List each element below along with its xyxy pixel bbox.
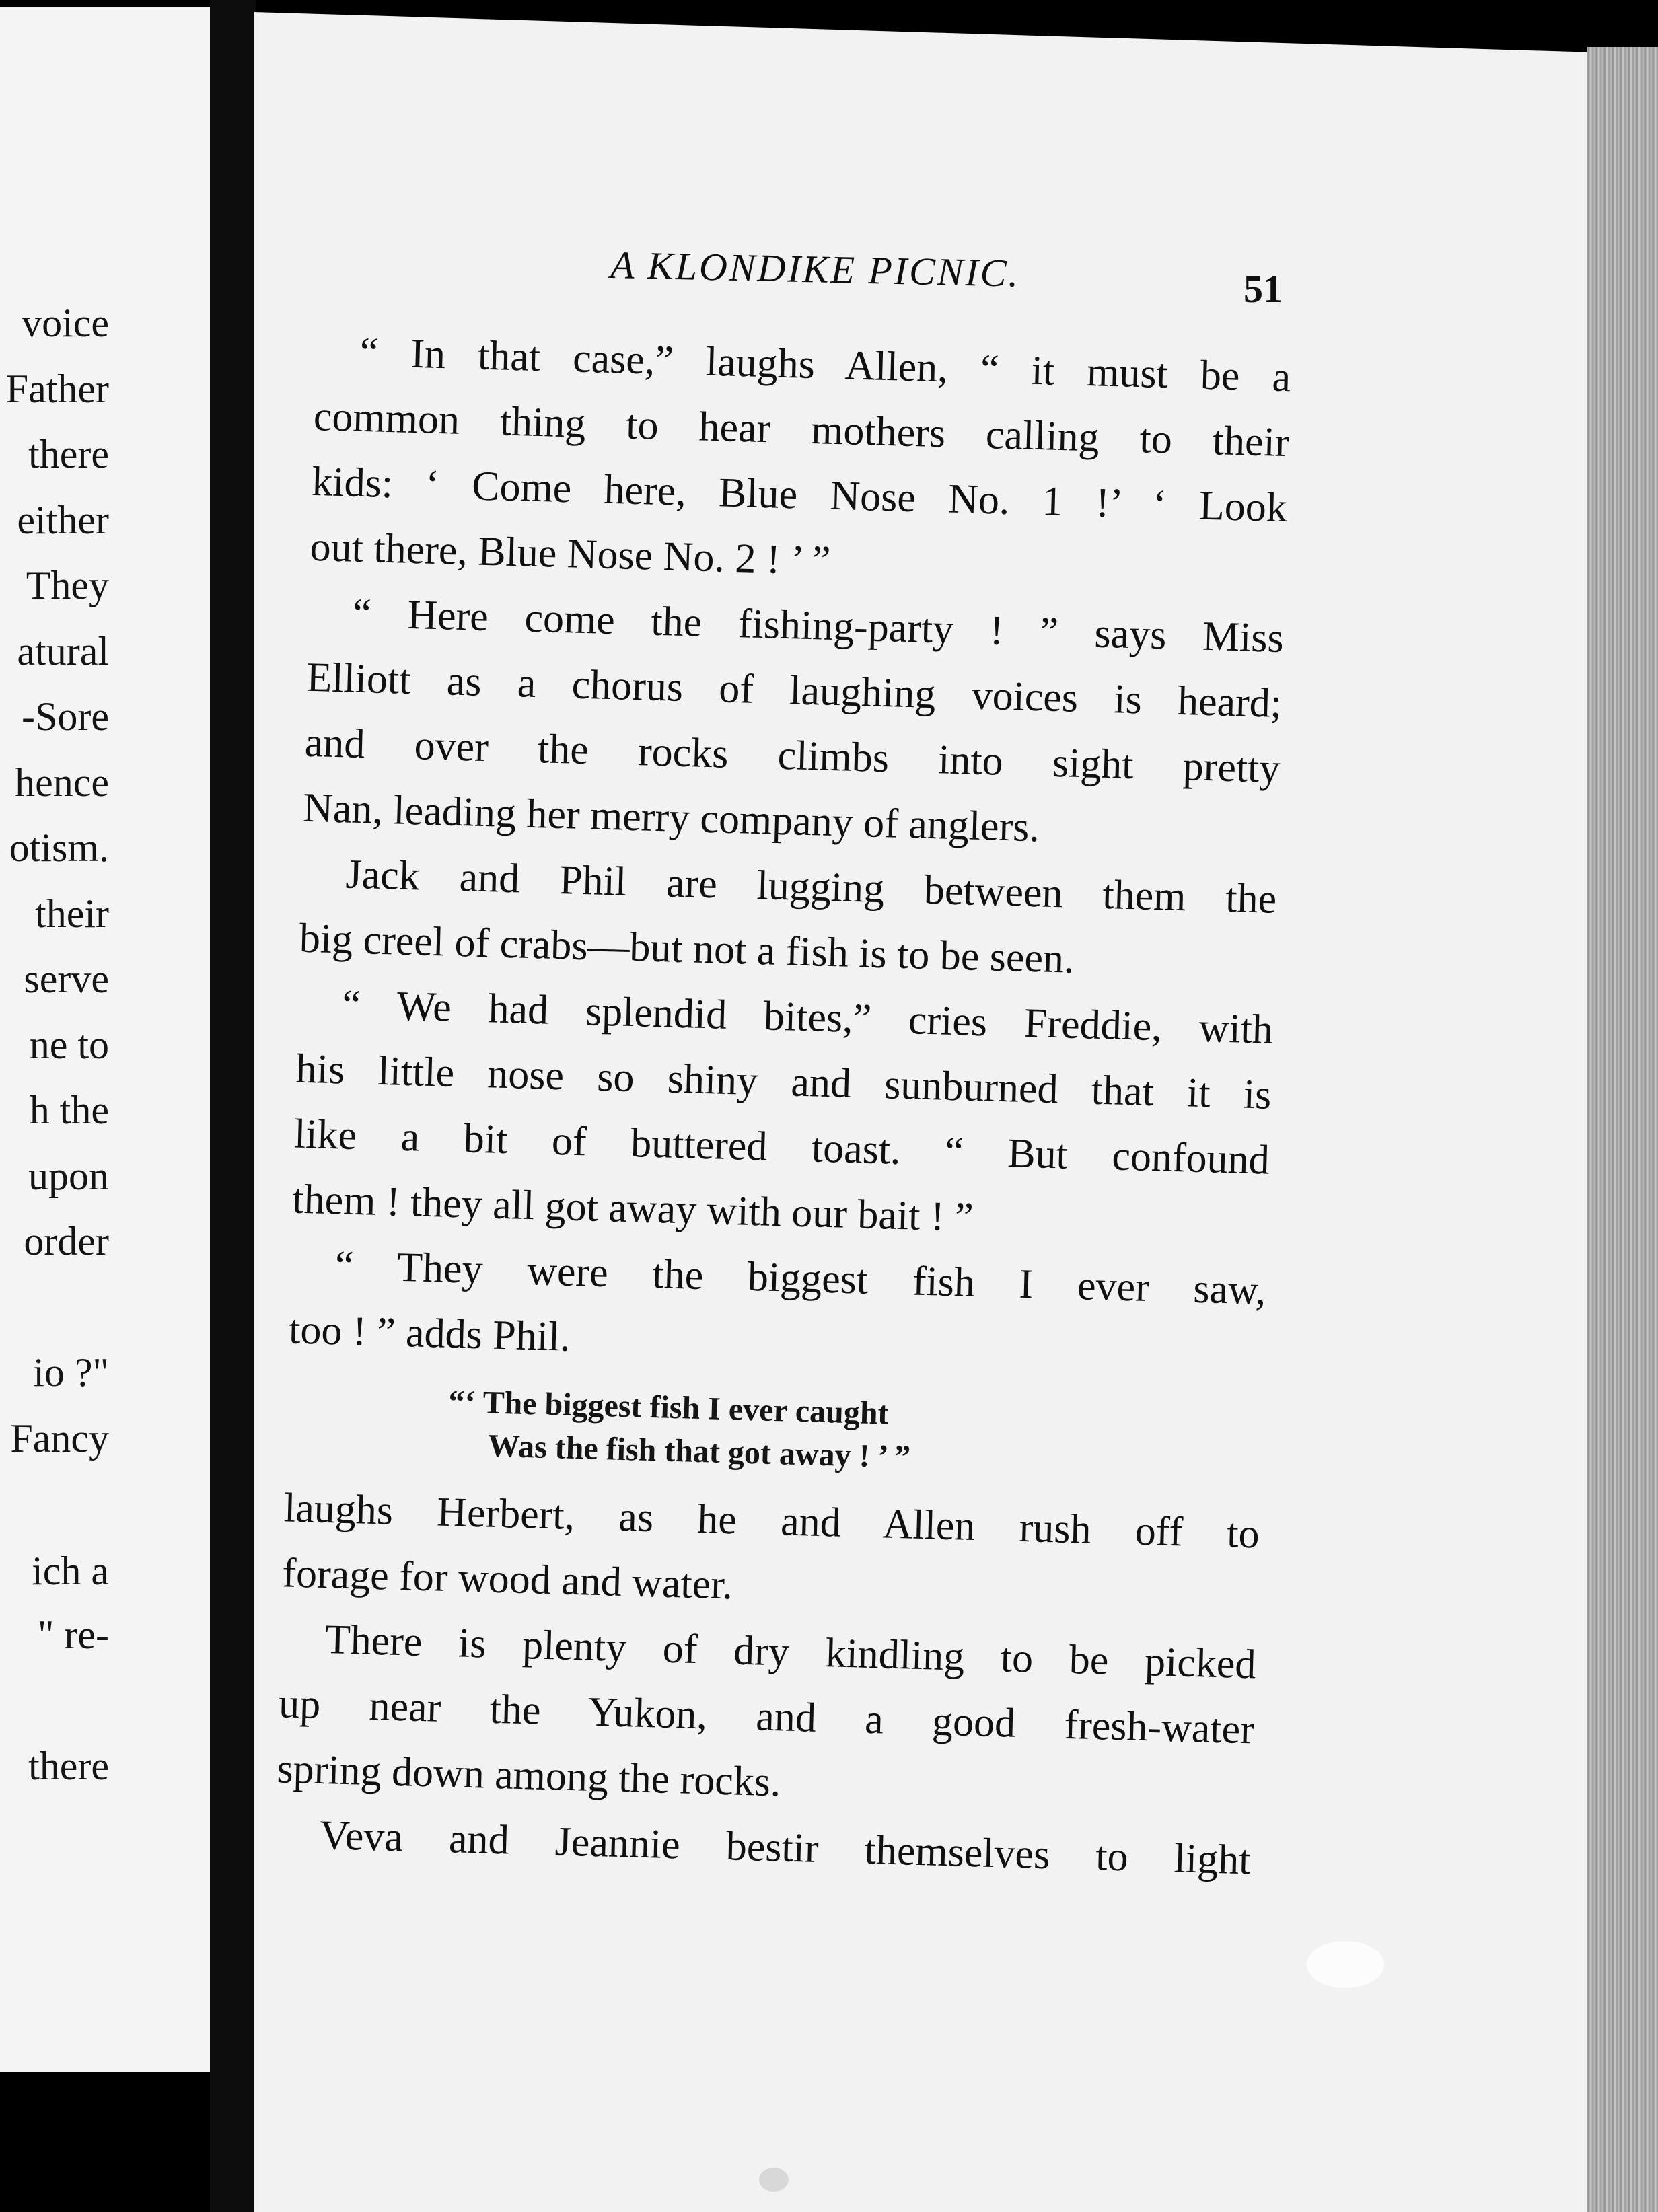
- text-line: them ! they all got away with our bait ! ”: [291, 1176, 974, 1241]
- text-line: and over the rocks climbs into sight pretty: [304, 719, 1281, 792]
- text-line: like a bit of buttered toast. “ But confound: [293, 1111, 1270, 1183]
- left-fragment: They: [26, 563, 109, 607]
- paper-blemish: [1307, 1941, 1384, 1988]
- left-fragment: there: [28, 432, 109, 476]
- text-line: out there, Blue Nose No. 2 ! ’ ”: [309, 523, 832, 584]
- text-line: “ Here come the fishing-party ! ” says Miss: [352, 590, 1285, 662]
- text-line: up near the Yukon, and a good fresh-water: [278, 1681, 1255, 1753]
- verse-line: Was the fish that got away ! ’ ”: [487, 1428, 911, 1475]
- text-line: Veva and Jeannie bestir themselves to light: [319, 1812, 1252, 1884]
- text-line: common thing to hear mothers calling to their: [313, 393, 1290, 466]
- left-fragment: upon: [28, 1154, 109, 1198]
- text-line: spring down among the rocks.: [276, 1746, 782, 1806]
- text-line: laughs Herbert, as he and Allen rush off to: [283, 1485, 1260, 1557]
- left-fragment: ne to: [29, 1023, 109, 1067]
- text-line: Jack and Phil are lugging between them the: [345, 851, 1278, 922]
- verse-line: “‘ The biggest fish I ever caught: [447, 1383, 890, 1432]
- left-fragment: serve: [24, 957, 109, 1001]
- left-fragment: their: [35, 891, 109, 936]
- body-text: [275, 319, 1292, 1893]
- left-fragment: order: [24, 1219, 109, 1263]
- text-line: big creel of crabs—but not a fish is to be seen.: [299, 915, 1075, 982]
- text-line: forage for wood and water.: [281, 1550, 733, 1609]
- text-line: “ In that case,” laughs Allen, “ it must be a: [359, 329, 1292, 401]
- left-fragment: h the: [29, 1088, 109, 1132]
- left-fragment: " re-: [37, 1613, 109, 1657]
- page-number: 51: [1244, 267, 1283, 311]
- left-fragment: ich a: [32, 1549, 109, 1593]
- left-fragment: atural: [17, 629, 109, 673]
- text-line: kids: ‘ Come here, Blue Nose No. 1 !’ ‘ Look: [311, 458, 1288, 531]
- left-fragment: otism.: [9, 825, 109, 870]
- text-line: too ! ” adds Phil.: [288, 1306, 571, 1360]
- text-line: Nan, leading her merry company of anglers.: [302, 784, 1040, 851]
- left-fragment: Father: [5, 367, 109, 411]
- left-fragment: -Sore: [22, 694, 109, 739]
- text-line: “ They were the biggest fish I ever saw,: [334, 1243, 1267, 1314]
- text-line: There is plenty of dry kindling to be picked: [324, 1617, 1257, 1688]
- running-head: A KLONDIKE PICNIC.: [610, 242, 1021, 295]
- left-fragment: voice: [22, 301, 109, 345]
- paper-blemish: [759, 2168, 789, 2192]
- text-line: his little nose so shiny and sunburned that it is: [295, 1045, 1272, 1118]
- text-line: “ We had splendid bites,” cries Freddie, with: [341, 982, 1274, 1053]
- left-fragment: hence: [15, 760, 109, 805]
- left-fragment: there: [28, 1744, 109, 1788]
- page-fore-edge: [1587, 47, 1658, 2212]
- left-fragment: Fancy: [10, 1416, 109, 1461]
- left-fragment: either: [17, 498, 109, 542]
- left-fragment: io ?": [33, 1350, 109, 1395]
- text-line: Elliott as a chorus of laughing voices is heard;: [305, 654, 1283, 727]
- book-gutter: [210, 0, 256, 2212]
- left-page: [0, 7, 210, 2072]
